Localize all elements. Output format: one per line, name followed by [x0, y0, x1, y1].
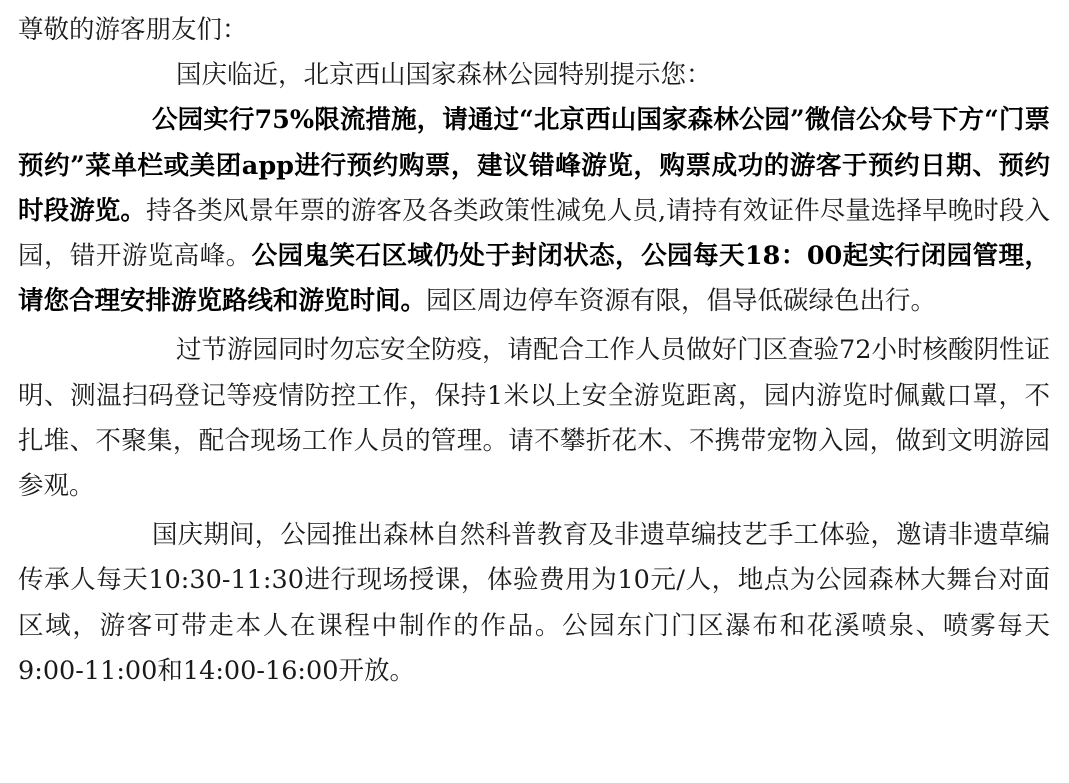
greeting-line: 尊敬的游客朋友们： [18, 15, 248, 45]
intro-paragraph: 国庆临近，北京西山国家森林公园特别提示您： [176, 60, 712, 91]
visiting-rules-paragraph [18, 98, 1050, 324]
events-paragraph: 国庆期间，公园推出森林自然科普教育及非遗草编技艺手工体验，邀请非遗草编传承人每天10:30-11:30进行现场授课，体验费用为10元/人，地点为公园森林大舞台对面区域，游客可带走本人在课程中制作的作品。公园东门门区瀑布和花溪喷泉、喷雾每天9:00-11:00和14:00-16:00开放。 [18, 520, 1050, 686]
notice-document [18, 8, 1050, 694]
reservation-notice-bold: 公园实行75%限流措施，请通过“北京西山国家森林公园”微信公众号下方“门票预约”菜单栏或美团app进行预约购票，建议错峰游览，购票成功的游客于预约日期、预约时段游览。 [18, 105, 1050, 226]
safety-paragraph: 过节游园同时勿忘安全防疫，请配合工作人员做好门区查验72小时核酸阴性证明、测温扫码登记等疫情防控工作，保持1米以上安全游览距离，园内游览时佩戴口罩，不扎堆、不聚集，配合现场工作人员的管理。请不攀折花木、不携带宠物入园，做到文明游园参观。 [18, 335, 1050, 502]
parking-notice: 园区周边停车资源有限，倡导低碳绿色出行。 [426, 286, 937, 317]
annual-pass-notice: 持各类风景年票的游客及各类政策性减免人员,请持有效证件尽量选择早晚时段入园，错开游览高峰。 [18, 195, 1050, 272]
closure-notice-bold: 公园鬼笑石区域仍处于封闭状态，公园每天18：00起实行闭园管理，请您合理安排游览路线和游览时间。 [18, 241, 1050, 317]
